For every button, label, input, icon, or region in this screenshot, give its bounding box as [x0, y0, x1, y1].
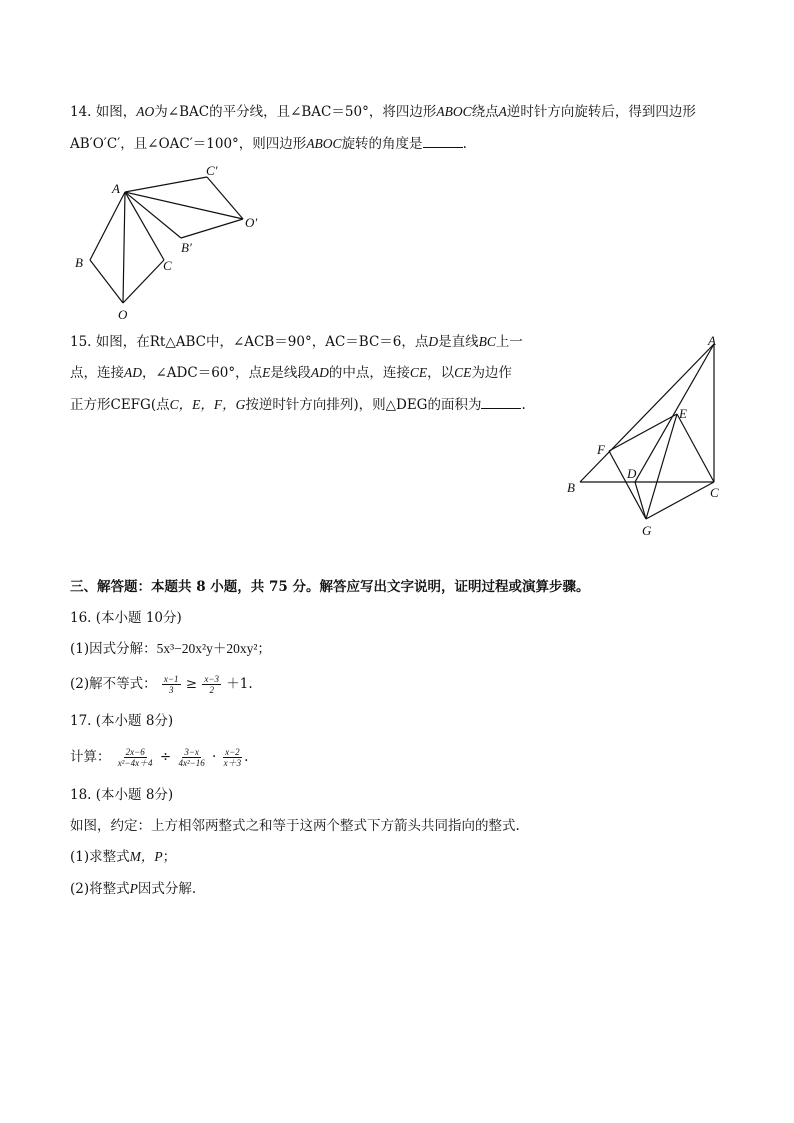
seg-AOp — [125, 192, 243, 219]
q17-expr: 计算： $\frac{2x-6}{\text{x²−4x＋4}}$ ÷ $\frac{3-x}{\text{4x²−16}}$ · $\frac{x-2}{x+3}$ . — [70, 747, 249, 768]
q18-header: 18. (本小题 8分) — [70, 787, 174, 803]
fraction: $\frac{2x-6}{\text{x²−4x＋4}}$ — [117, 747, 153, 768]
q15-figure — [560, 330, 735, 545]
q18-part2: (2)将整式P因式分解. — [70, 881, 197, 897]
seg-AB — [90, 192, 125, 260]
seg-AO — [123, 192, 125, 303]
label-A: A — [708, 333, 716, 348]
q16-part2: (2)解不等式： $\frac{x-1}{3}$ ≥ $\frac{x-3}{2}$ ＋1. — [70, 674, 253, 695]
label-A: A — [112, 181, 120, 196]
seg-DG — [635, 482, 646, 519]
seg-CpOp — [207, 177, 243, 219]
fraction: $\frac{x-2}{x+3}$ — [223, 747, 242, 768]
seg-ACp — [125, 177, 207, 192]
seg-AC — [125, 192, 164, 260]
seg-EF — [609, 414, 677, 451]
q15-line2: 点，连接AD，∠ADC＝60°，点E是线段AD的中点，连接CE，以CE为边作 — [70, 365, 512, 381]
seg-BpOp — [181, 219, 243, 238]
label-G: G — [642, 523, 652, 538]
answer-blank — [423, 135, 463, 148]
seg-FG — [609, 451, 646, 519]
fraction: $\frac{x-3}{2}$ — [204, 674, 219, 695]
q15-line3: 正方形CEFG(点C，E，F，G按逆时针方向排列)，则△DEG的面积为 . — [70, 397, 526, 413]
answer-blank — [481, 396, 521, 409]
q18-part1: (1)求整式M，P； — [70, 849, 177, 865]
label-B: B — [75, 255, 83, 270]
label-F: F — [597, 442, 605, 457]
q17-header: 17. (本小题 8分) — [70, 713, 174, 729]
label-B: B — [567, 480, 575, 495]
label-Op: O′ — [245, 215, 258, 230]
seg-BO — [90, 260, 123, 303]
fraction: $\frac{3-x}{\text{4x²−16}}$ — [178, 747, 205, 768]
q14-line1: 14. 如图，AO为∠BAC的平分线，且∠BAC＝50°，将四边形ABOC绕点A逆时针方向旋转后，得到四边形 — [70, 104, 696, 120]
q16-header: 16. (本小题 10分) — [70, 610, 182, 626]
label-D: D — [627, 466, 637, 481]
seg-GC — [646, 482, 714, 519]
label-O: O — [118, 307, 128, 322]
label-E: E — [679, 406, 687, 421]
q15-line1: 15. 如图，在Rt△ABC中，∠ACB＝90°，AC＝BC＝6，点D是直线BC上一 — [70, 334, 523, 350]
seg-CE — [677, 414, 714, 482]
label-C: C — [163, 258, 172, 273]
label-Cp: C′ — [206, 163, 218, 178]
q14-line2: AB′O′C′，且∠OAC′＝100°，则四边形ABOC旋转的角度是 . — [70, 136, 467, 152]
section-title: 三、解答题：本题共 8 小题，共 75 分。解答应写出文字说明，证明过程或演算步骤。 — [70, 579, 590, 595]
label-C: C — [710, 485, 719, 500]
fraction: $\frac{x-1}{3}$ — [163, 674, 179, 695]
q18-line1: 如图，约定：上方相邻两整式之和等于这两个整式下方箭头共同指向的整式. — [70, 818, 520, 834]
q14-figure — [70, 160, 270, 325]
seg-CO — [123, 260, 164, 303]
seg-EG — [646, 414, 677, 519]
label-Bp: B′ — [181, 240, 192, 255]
q16-part1: (1)因式分解：5x³−20x²y＋20xy²； — [70, 641, 271, 657]
